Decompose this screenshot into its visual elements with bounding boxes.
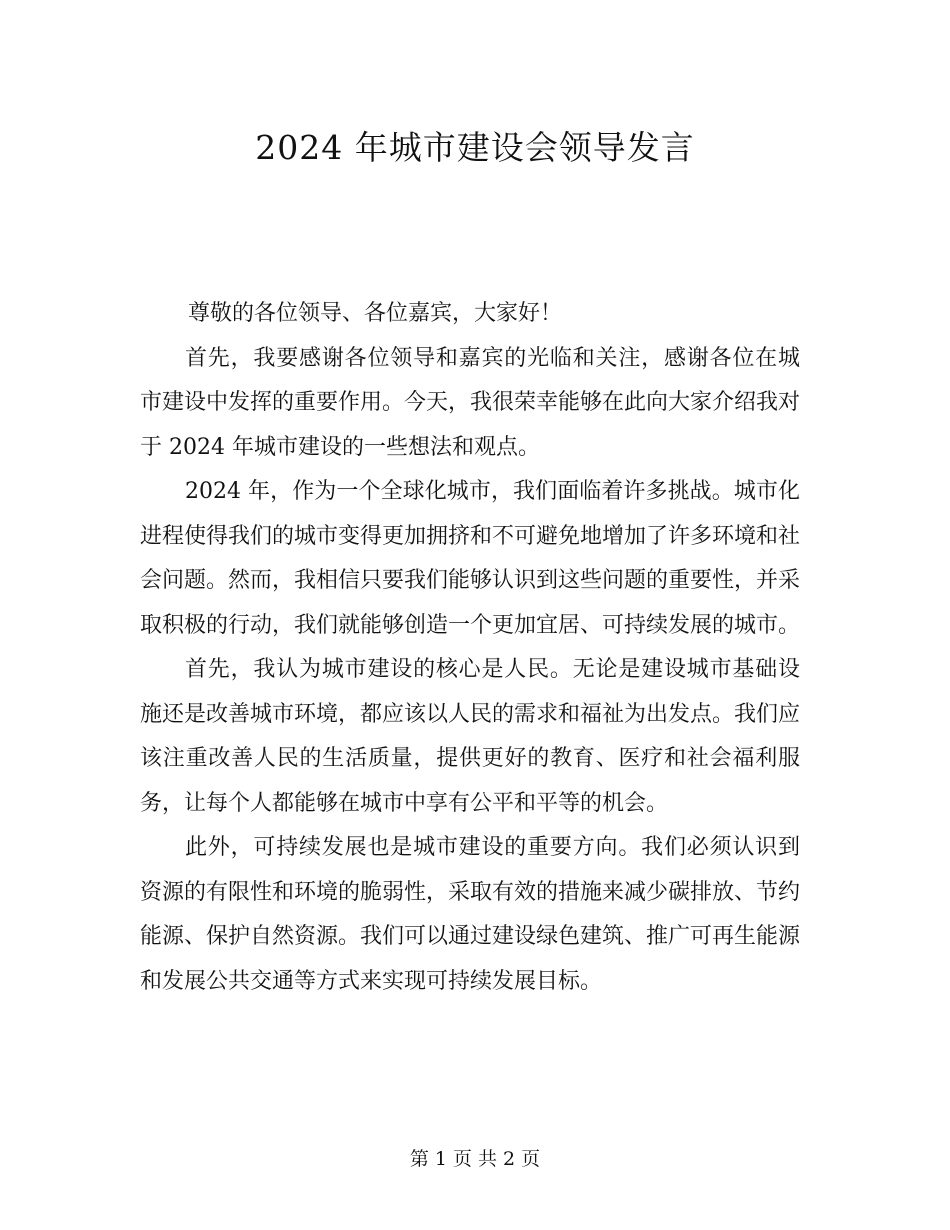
page-number-footer: 第 1 页 共 2 页 [409,1148,541,1170]
document-title: 2024 年城市建设会领导发言 [255,128,695,167]
document-body [140,292,800,1004]
paragraph-thanks: 首先，我要感谢各位领导和嘉宾的光临和关注，感谢各位在城市建设中发挥的重要作用。今天，我很荣幸能够在此向大家介绍我对于 2024 年城市建设的一些想法和观点。 [140,345,801,460]
paragraph-people-core: 首先，我认为城市建设的核心是人民。无论是建设城市基础设施还是改善城市环境，都应该以人民的需求和福祉为出发点。我们应该注重改善人民的生活质量，提供更好的教育、医疗和社会福利服务，让每个人都能够在城市中享有公平和平等的机会。 [140,657,801,816]
paragraph-challenges: 2024 年，作为一个全球化城市，我们面临着许多挑战。城市化进程使得我们的城市变得更加拥挤和不可避免地增加了许多环境和社会问题。然而，我相信只要我们能够认识到这些问题的重要性，并采取积极的行动，我们就能够创造一个更加宜居、可持续发展的城市。 [140,479,801,638]
paragraph-greeting: 尊敬的各位领导、各位嘉宾，大家好！ [188,301,563,326]
paragraph-sustainability: 此外，可持续发展也是城市建设的重要方向。我们必须认识到资源的有限性和环境的脆弱性，采取有效的措施来减少碳排放、节约能源、保护自然资源。我们可以通过建设绿色建筑、推广可再生能源和发展公共交通等方式来实现可持续发展目标。 [140,835,801,994]
